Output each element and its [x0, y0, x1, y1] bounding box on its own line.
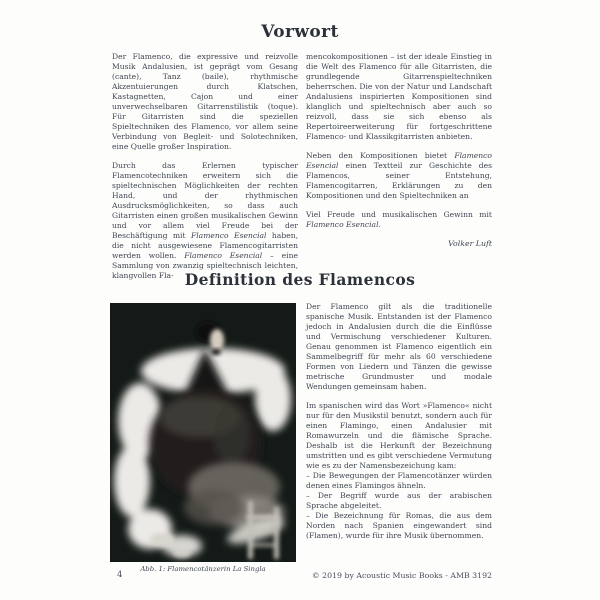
flamenco-dancer-photo: [110, 303, 296, 562]
photo-caption: Abb. 1: Flamencotänzerin La Singla: [140, 565, 266, 573]
italic-text: Flamenco Esencial: [306, 151, 492, 170]
vorwort-left-column: [112, 52, 298, 281]
paragraph: Durch das Erlernen typischer Flamencotechniken erweitern sich die spieltechnischen Möglichkeiten der rechten Hand, und der rhythmischen Ausdrucksmöglichkeiten, so dass auch Gitarristen einen großen musikalischen Gewinn und vor allem viel Freude bei der Beschäftigung mit Flamenco Esencial haben, die nicht ausgewiesene Flamencogitarristen werden wollen. Flamenco Esencial – eine Sammlung von zwanzig spieltechnisch leichten, klangvollen Fla-: [112, 161, 298, 280]
vorwort-title: Vorwort: [261, 22, 339, 42]
paragraph: – Die Bewegungen der Flamencotänzer würden denen eines Flamingos ähneln.: [306, 471, 492, 490]
page-number: 4: [117, 570, 123, 580]
flamenco-photo-figure: [110, 303, 296, 573]
paragraph: Viel Freude und musikalischen Gewinn mit Flamenco Esencial.: [306, 210, 492, 229]
paragraph: Der Flamenco gilt als die traditionelle spanische Musik. Entstanden ist der Flamenco jedoch in Andalusien durch die die Einflüsse und Vermischung verschiedener Kulturen. Genau genommen ist Flamenco eigentlich ein Sammelbegriff für mehr als 60 verschiedene Formen von Liedern und Tänzen die gewisse metrische Grundmuster und modale Wendungen gemeinsam haben.: [306, 302, 492, 391]
definition-column: [306, 302, 492, 541]
author-signature: Volker Luft: [448, 239, 492, 248]
paragraph: mencokompositionen – ist der ideale Einstieg in die Welt des Flamenco für alle Gitarristen, die grundlegende Gitarrenspieltechniken beherrschen. Die von der Natur und Landschaft Andalusiens inspirierten Kompositionen sind klanglich und spieltechnisch aber auch so reizvoll, dass sie sich ebenso als Repertoireerweiterung für fortgeschrittene Flamenco- und Klassikgitarristen anbieten.: [306, 52, 492, 141]
paragraph: Im spanischen wird das Wort »Flamenco« nicht nur für den Musikstil benutzt, sondern auch für einen Flamingo, einen Andalusier mit Romawurzeln und die flämische Sprache. Deshalb ist die Herkunft der Bezeichnung umstritten und es gibt verschiedene Vermutung wie es zu der Namensbezeichung kam:: [306, 401, 492, 470]
paragraph: – Die Bezeichnung für Romas, die aus dem Norden nach Spanien eingewandert sind (Flamen), wurde für ihre Musik übernommen.: [306, 511, 492, 540]
italic-text: Flamenco Esencial: [306, 220, 379, 229]
paragraph: Der Flamenco, die expressive und reizvolle Musik Andalusien, ist geprägt vom Gesang (cante), Tanz (baile), rhythmische Akzentuierungen durch Klatschen, Kastagnetten, Cajon und einer unverwechselbaren Gitarrenstilistik (toque). Für Gitarristen sind die speziellen Spieltechniken des Flamenco, vor allem seine Verbindung von Begleit- und Solotechniken, eine Quelle großer Inspiration.: [112, 52, 298, 151]
paragraph: Neben den Kompositionen bietet Flamenco Esencial einen Textteil zur Geschichte des Flamencos, seiner Entstehung, Flamencogitarren, Erklärungen zu den Kompositionen und den Spieltechniken an: [306, 151, 492, 200]
italic-text: Flamenco Esencial: [190, 231, 267, 240]
italic-text: Flamenco Esencial: [184, 251, 263, 260]
definition-title: Definition des Flamencos: [184, 270, 416, 289]
vorwort-right-paragraphs: [306, 52, 492, 230]
paragraph: – Der Begriff wurde aus der arabischen Sprache abgeleitet.: [306, 491, 492, 510]
vorwort-right-column: [306, 52, 492, 249]
copyright-notice: © 2019 by Acoustic Music Books - AMB 3192: [311, 571, 492, 580]
